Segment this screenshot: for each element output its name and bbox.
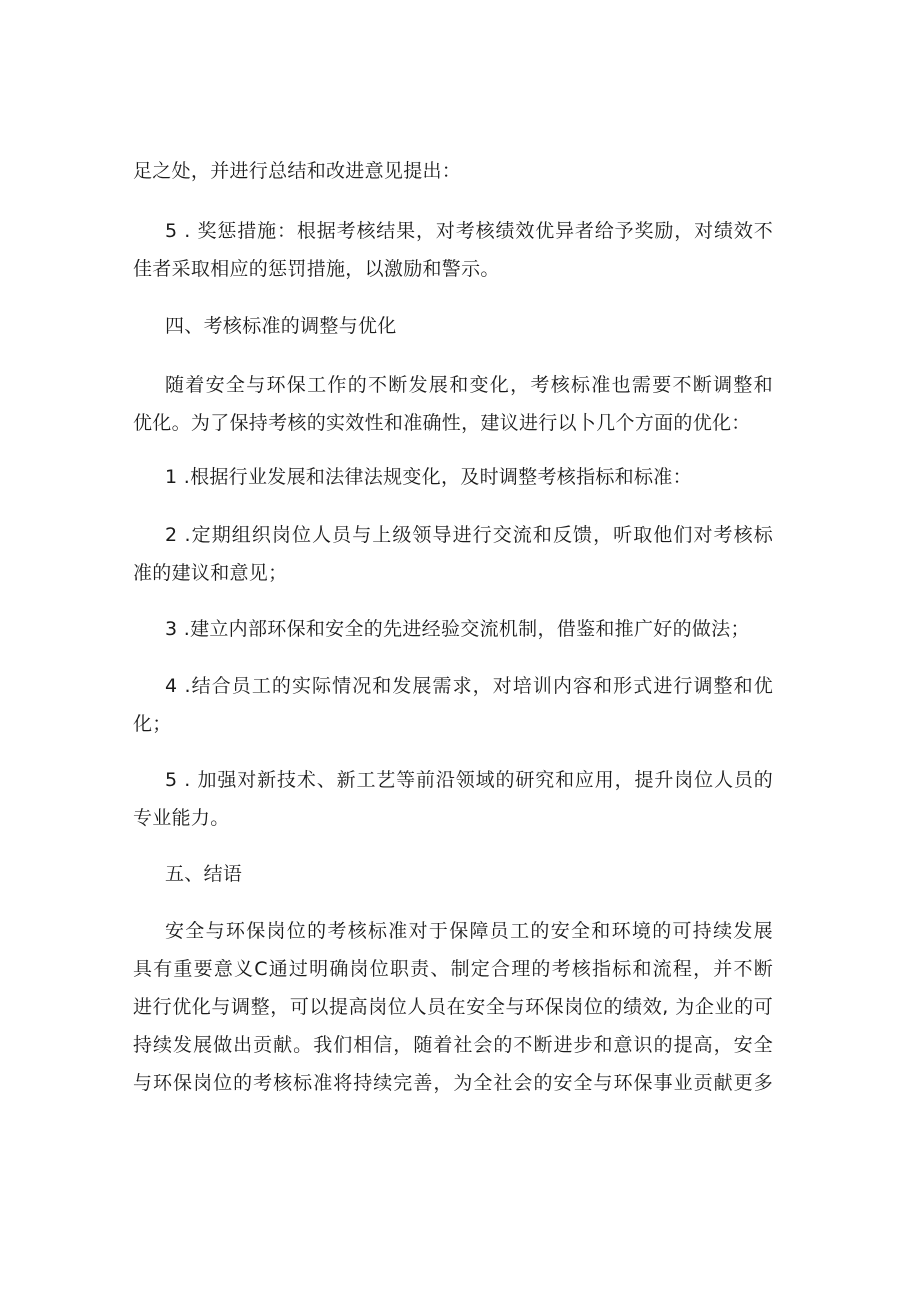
text-line: 5 . 加强对新技术、新工艺等前沿领域的研究和应用，提升岗位人员的 bbox=[165, 769, 773, 791]
text-line: 佳者采取相应的惩罚措施，以激励和警示。 bbox=[133, 258, 500, 280]
text-line: 2 .定期组织岗位人员与上级领导进行交流和反馈，听取他们对考核标 bbox=[165, 524, 773, 546]
text-line: 与环保岗位的考核标准将持续完善，为全社会的安全与环保事业贡献更多 bbox=[133, 1072, 773, 1094]
text-line: 进行优化与调整，可以提高岗位人员在安全与环保岗位的绩效, 为企业的可 bbox=[133, 996, 773, 1018]
text-line: 四、考核标准的调整与优化 bbox=[165, 315, 397, 337]
text-line: 专业能力。 bbox=[133, 807, 230, 829]
text-line: 随着安全与环保工作的不断发展和变化，考核标准也需要不断调整和 bbox=[165, 374, 773, 396]
text-line: 1 .根据行业发展和法律法规变化，及时调整考核指标和标准： bbox=[165, 466, 692, 488]
text-line: 持续发展做出贡献。我们相信，随着社会的不断进步和意识的提高，安全 bbox=[133, 1034, 773, 1056]
conclusion-paragraph bbox=[133, 912, 773, 1102]
text-line: 足之处，并进行总结和改进意见提出： bbox=[133, 160, 462, 182]
optimization-item-5 bbox=[133, 761, 773, 837]
optimization-item-1 bbox=[133, 458, 773, 496]
text-line: 具有重要意义C通过明确岗位职责、制定合理的考核指标和流程，并不断 bbox=[133, 958, 773, 980]
text-line: 5 . 奖惩措施：根据考核结果，对考核绩效优异者给予奖励，对绩效不 bbox=[165, 220, 773, 242]
optimization-item-4 bbox=[133, 667, 773, 743]
section-heading-adjustment bbox=[133, 307, 773, 345]
text-line: 3 .建立内部环保和安全的先进经验交流机制，借鉴和推广好的做法； bbox=[165, 618, 750, 640]
text-line: 五、结语 bbox=[165, 863, 243, 885]
optimization-item-3 bbox=[133, 610, 773, 648]
text-line: 4 .结合员工的实际情况和发展需求，对培训内容和形式进行调整和优 bbox=[165, 675, 773, 697]
text-line: 安全与环保岗位的考核标准对于保障员工的安全和环境的可持续发展 bbox=[165, 920, 773, 942]
rewards-punishments-item bbox=[133, 212, 773, 288]
text-line: 准的建议和意见； bbox=[133, 562, 288, 584]
text-line: 优化。为了保持考核的实效性和准确性，建议进行以卜几个方面的优化： bbox=[133, 412, 751, 434]
continuation-paragraph bbox=[133, 152, 773, 190]
text-line: 化； bbox=[133, 713, 172, 735]
section-intro-paragraph bbox=[133, 366, 773, 442]
section-heading-conclusion bbox=[133, 855, 773, 893]
optimization-item-2 bbox=[133, 516, 773, 592]
